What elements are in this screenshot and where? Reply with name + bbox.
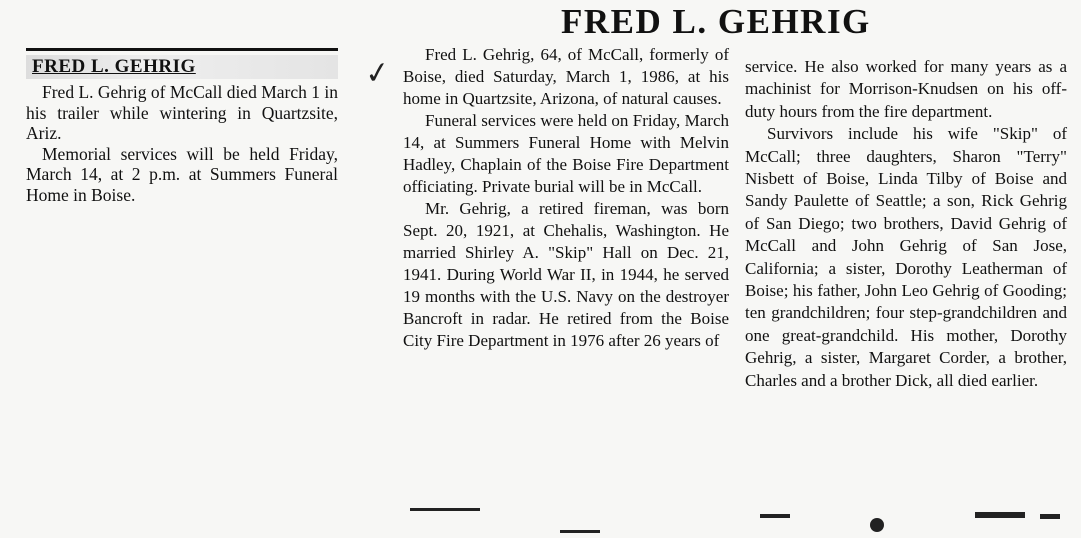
notice-paragraph-2: Memorial services will be held Friday, March 14, at 2 p.m. at Summers Funeral Home in Boise.: [26, 143, 338, 205]
obituary-column-1: [403, 44, 729, 352]
handwritten-checkmark-icon: ✓: [362, 54, 393, 93]
obituary-title: FRED L. GEHRIG: [561, 2, 871, 41]
notice-top-rule: [26, 48, 338, 51]
cropped-next-headline: [400, 500, 1080, 538]
notice-body: [26, 82, 338, 205]
obituary-paragraph-biography: Mr. Gehrig, a retired fireman, was born Sept. 20, 1921, at Chehalis, Washington. He married Shirley A. "Skip" Hall on Dec. 21, 1941. During World War II, in 1944, he served 19 months with the U.S. Navy on the destroyer Bancroft in radar. He retired from the Boise City Fire Department in 1976 after 26 years of: [403, 199, 729, 350]
obituary-paragraph-death: Fred L. Gehrig, 64, of McCall, formerly of Boise, died Saturday, March 1, 1986, at his home in Quartzsite, Arizona, of natural causes.: [403, 45, 729, 108]
obituary-column-2: [745, 56, 1067, 392]
obituary-paragraph-funeral: Funeral services were held on Friday, March 14, at Summers Funeral Home with Melvin Hadley, Chaplain of the Boise Fire Department officiating. Private burial will be in McCall.: [403, 111, 729, 196]
notice-paragraph-1: Fred L. Gehrig of McCall died March 1 in his trailer while wintering in Quartzsite, Ariz.: [26, 82, 338, 143]
obituary-paragraph-survivors: Survivors include his wife "Skip" of McCall; three daughters, Sharon "Terry" Nisbett of Boise, Linda Tilby of Boise and Sandy Paulette of Seattle; a son, Rick Gehrig of San Diego; two brothers, David Gehrig of McCall and John Gehrig of San Jose, California; a sister, Dorothy Leatherman of Boise; his father, John Leo Gehrig of Gooding; ten grandchildren; four step-grandchildren and one great-grandchild. His mother, Dorothy Gehrig, a sister, Margaret Corder, a brother, Charles and a brother Dick, all died earlier.: [745, 124, 1067, 390]
obituary-paragraph-service-continued: service. He also worked for many years as a machinist for Morrison-Knudsen on his off-duty hours from the fire department.: [745, 57, 1067, 121]
notice-headline: [26, 55, 338, 79]
short-death-notice: [26, 48, 338, 205]
notice-headline-text: FRED L. GEHRIG: [32, 56, 196, 77]
